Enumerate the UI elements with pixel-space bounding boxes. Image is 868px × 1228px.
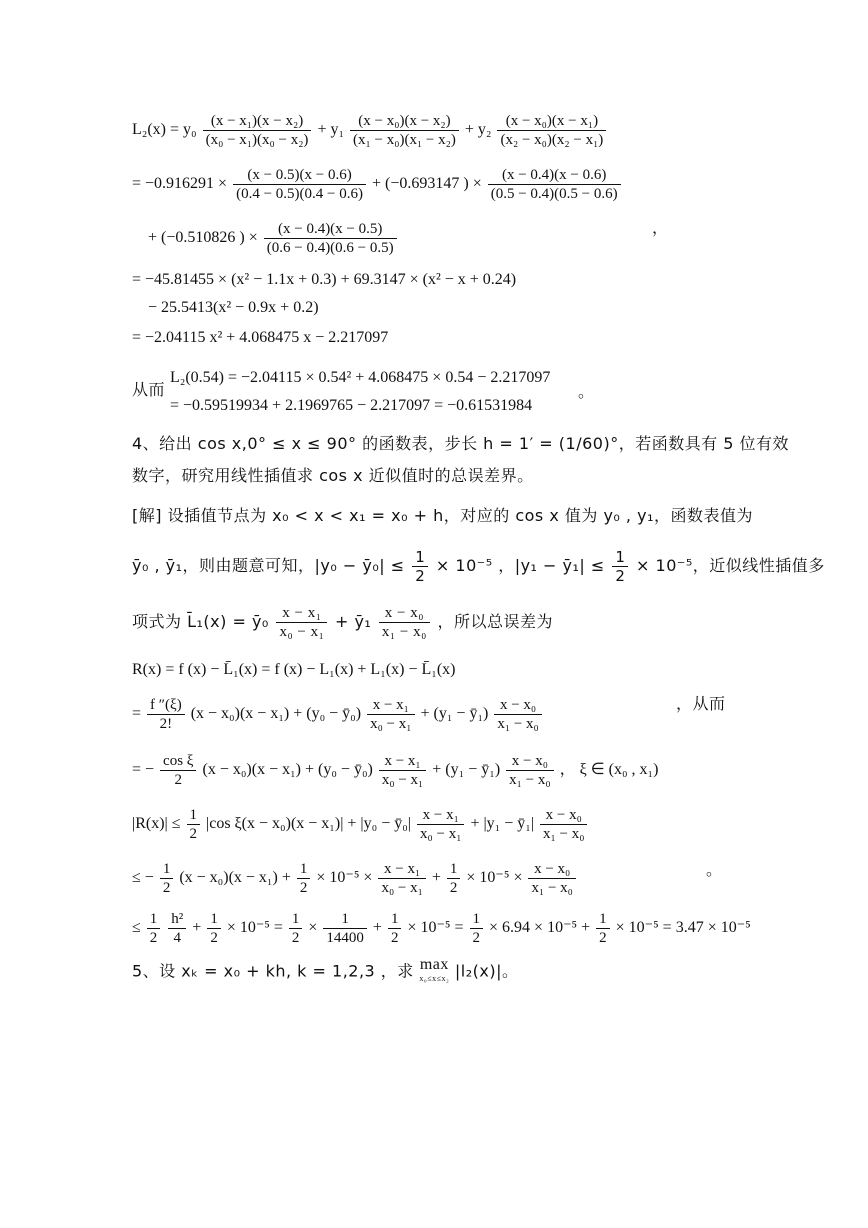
substitution-line-2: + (−0.510826 ) × $\frac{(x - 0.4)(x - 0.5)}{(0.6 - 0.4)(0.6 - 0.5)}$ (148, 220, 399, 257)
lagrange-definition: L₂(x) = y₀ $\frac{\text{(x − x₁)(x − x₂)}}{\text{(x₀ − x₁)(x₀ − x₂)}}$ + y₁ $\frac{\text{(x − x₀)(x − x₂)}}{\text{(x₁ − x₀)(x₁ − x₂)}}$ + y₂ $\frac{\text{(x − x₀)(x − x₁)}}{\text{(x₂ − x₀)(x₂ − x₁)}}$ (132, 112, 608, 149)
error-bound-line-2-end: 。 (706, 860, 723, 879)
error-line-2-end: ，从而 (676, 694, 726, 713)
error-bound-final: ≤ $\frac{1}{2}$ $\frac{\text{h²}}{4}$ + $\frac{1}{2}$ × 10⁻⁵ = $\frac{1}{2}$ × $\frac{1}{14400}$ + $\frac{1}{2}$ × 10⁻⁵ = $\frac{1}{2}$ × 6.94 × 10⁻⁵ + $\frac{1}{2}$ × 10⁻⁵ = 3.47 × 10⁻⁵ (132, 911, 751, 946)
line3-comma: ， (652, 218, 669, 237)
error-line-2: = $\frac{f ''(\xi)}{2!}$ (x − x₀)(x − x₁) + (y₀ − ȳ₀) $\frac{\text{x − x₁}}{\text{x₀ − x₁}}$ + (y₁ − ȳ₁) $\frac{\text{x − x₀}}{\text{x₁ − x₀}}$ (132, 696, 544, 733)
question-4-line-1: 4、给出 cos x,0° ≤ x ≤ 90° 的函数表，步长 h = 1′ = (1/60)°，若函数具有 5 位有效 (132, 434, 790, 453)
evaluation-bottom: = −0.59519934 + 2.1969765 − 2.217097 = −0.61531984 (170, 397, 533, 414)
result-polynomial: = −2.04115 x² + 4.068475 x − 2.217097 (132, 329, 389, 346)
solution-line-3: 项式为 L̄₁(x) = ȳ₀ $\frac{\text{x − x₁}}{\text{x₀ − x₁}}$ + ȳ₁ $\frac{\text{x − x₀}}{\text{x₁ − x₀}}$ ，所以总误差为 (132, 605, 553, 640)
question-4-line-2: 数字，研究用线性插值求 cos x 近似值时的总误差界。 (132, 466, 534, 485)
error-bound-line-2: ≤ − $\frac{1}{2}$ (x − x₀)(x − x₁) + $\frac{1}{2}$ × 10⁻⁵ × $\frac{\text{x − x₁}}{\text{x₀ − x₁}}$ + $\frac{1}{2}$ × 10⁻⁵ × $\frac{\text{x − x₀}}{\text{x₁ − x₀}}$ (132, 860, 578, 897)
expanded-line-2: − 25.5413(x² − 0.9x + 0.2) (148, 299, 319, 316)
therefore-label: 从而 (132, 380, 166, 399)
error-line-3: = − $\frac{\text{cos ξ}}{2}$ (x − x₀)(x − x₁) + (y₀ − ȳ₀) $\frac{\text{x − x₁}}{\text{x₀ − x₁}}$ + (y₁ − ȳ₁) $\frac{\text{x − x₀}}{\text{x₁ − x₀}}$ ， ξ ∈ (x₀ , x₁) (132, 753, 659, 788)
evaluation-period: 。 (578, 382, 595, 401)
evaluation-top: L₂(0.54) = −2.04115 × 0.54² + 4.068475 × 0.54 − 2.217097 (170, 369, 551, 386)
solution-line-2: ȳ₀ , ȳ₁，则由题意可知，|y₀ − ȳ₀| ≤ $\frac{1}{2}$ × 10⁻⁵ ，|y₁ − ȳ₁| ≤ $\frac{1}{2}$ × 10⁻⁵，近似线性插值多 (132, 548, 825, 585)
error-bound-line-1: |R(x)| ≤ $\frac{1}{2}$ |cos ξ(x − x₀)(x − x₁)| + |y₀ − ȳ₀| $\frac{\text{x − x₁}}{\text{x₀ − x₁}}$ + |y₁ − ȳ₁| $\frac{\text{x − x₀}}{\text{x₁ − x₀}}$ (132, 806, 589, 843)
expanded-line-1: = −45.81455 × (x² − 1.1x + 0.3) + 69.3147 × (x² − x + 0.24) (132, 271, 517, 288)
error-line-1: R(x) = f (x) − L̄₁(x) = f (x) − L₁(x) + L₁(x) − L̄₁(x) (132, 661, 456, 678)
substitution-line-1: = −0.916291 × $\frac{(x - 0.5)(x - 0.6)}{(0.4 - 0.5)(0.4 - 0.6)}$ + (−0.693147 ) × $\frac{(x - 0.4)(x - 0.6)}{(0.5 - 0.4)(0.5 - 0.6)}$ (132, 166, 623, 203)
solution-line-1: [解] 设插值节点为 x₀ < x < x₁ = x₀ + h，对应的 cos x 值为 y₀ , y₁，函数表值为 (132, 506, 753, 525)
question-5: 5、设 xₖ = x₀ + kh, k = 1,2,3 ，求 max x₀≤x≤x₂ |l₂(x)|。 (132, 956, 519, 983)
